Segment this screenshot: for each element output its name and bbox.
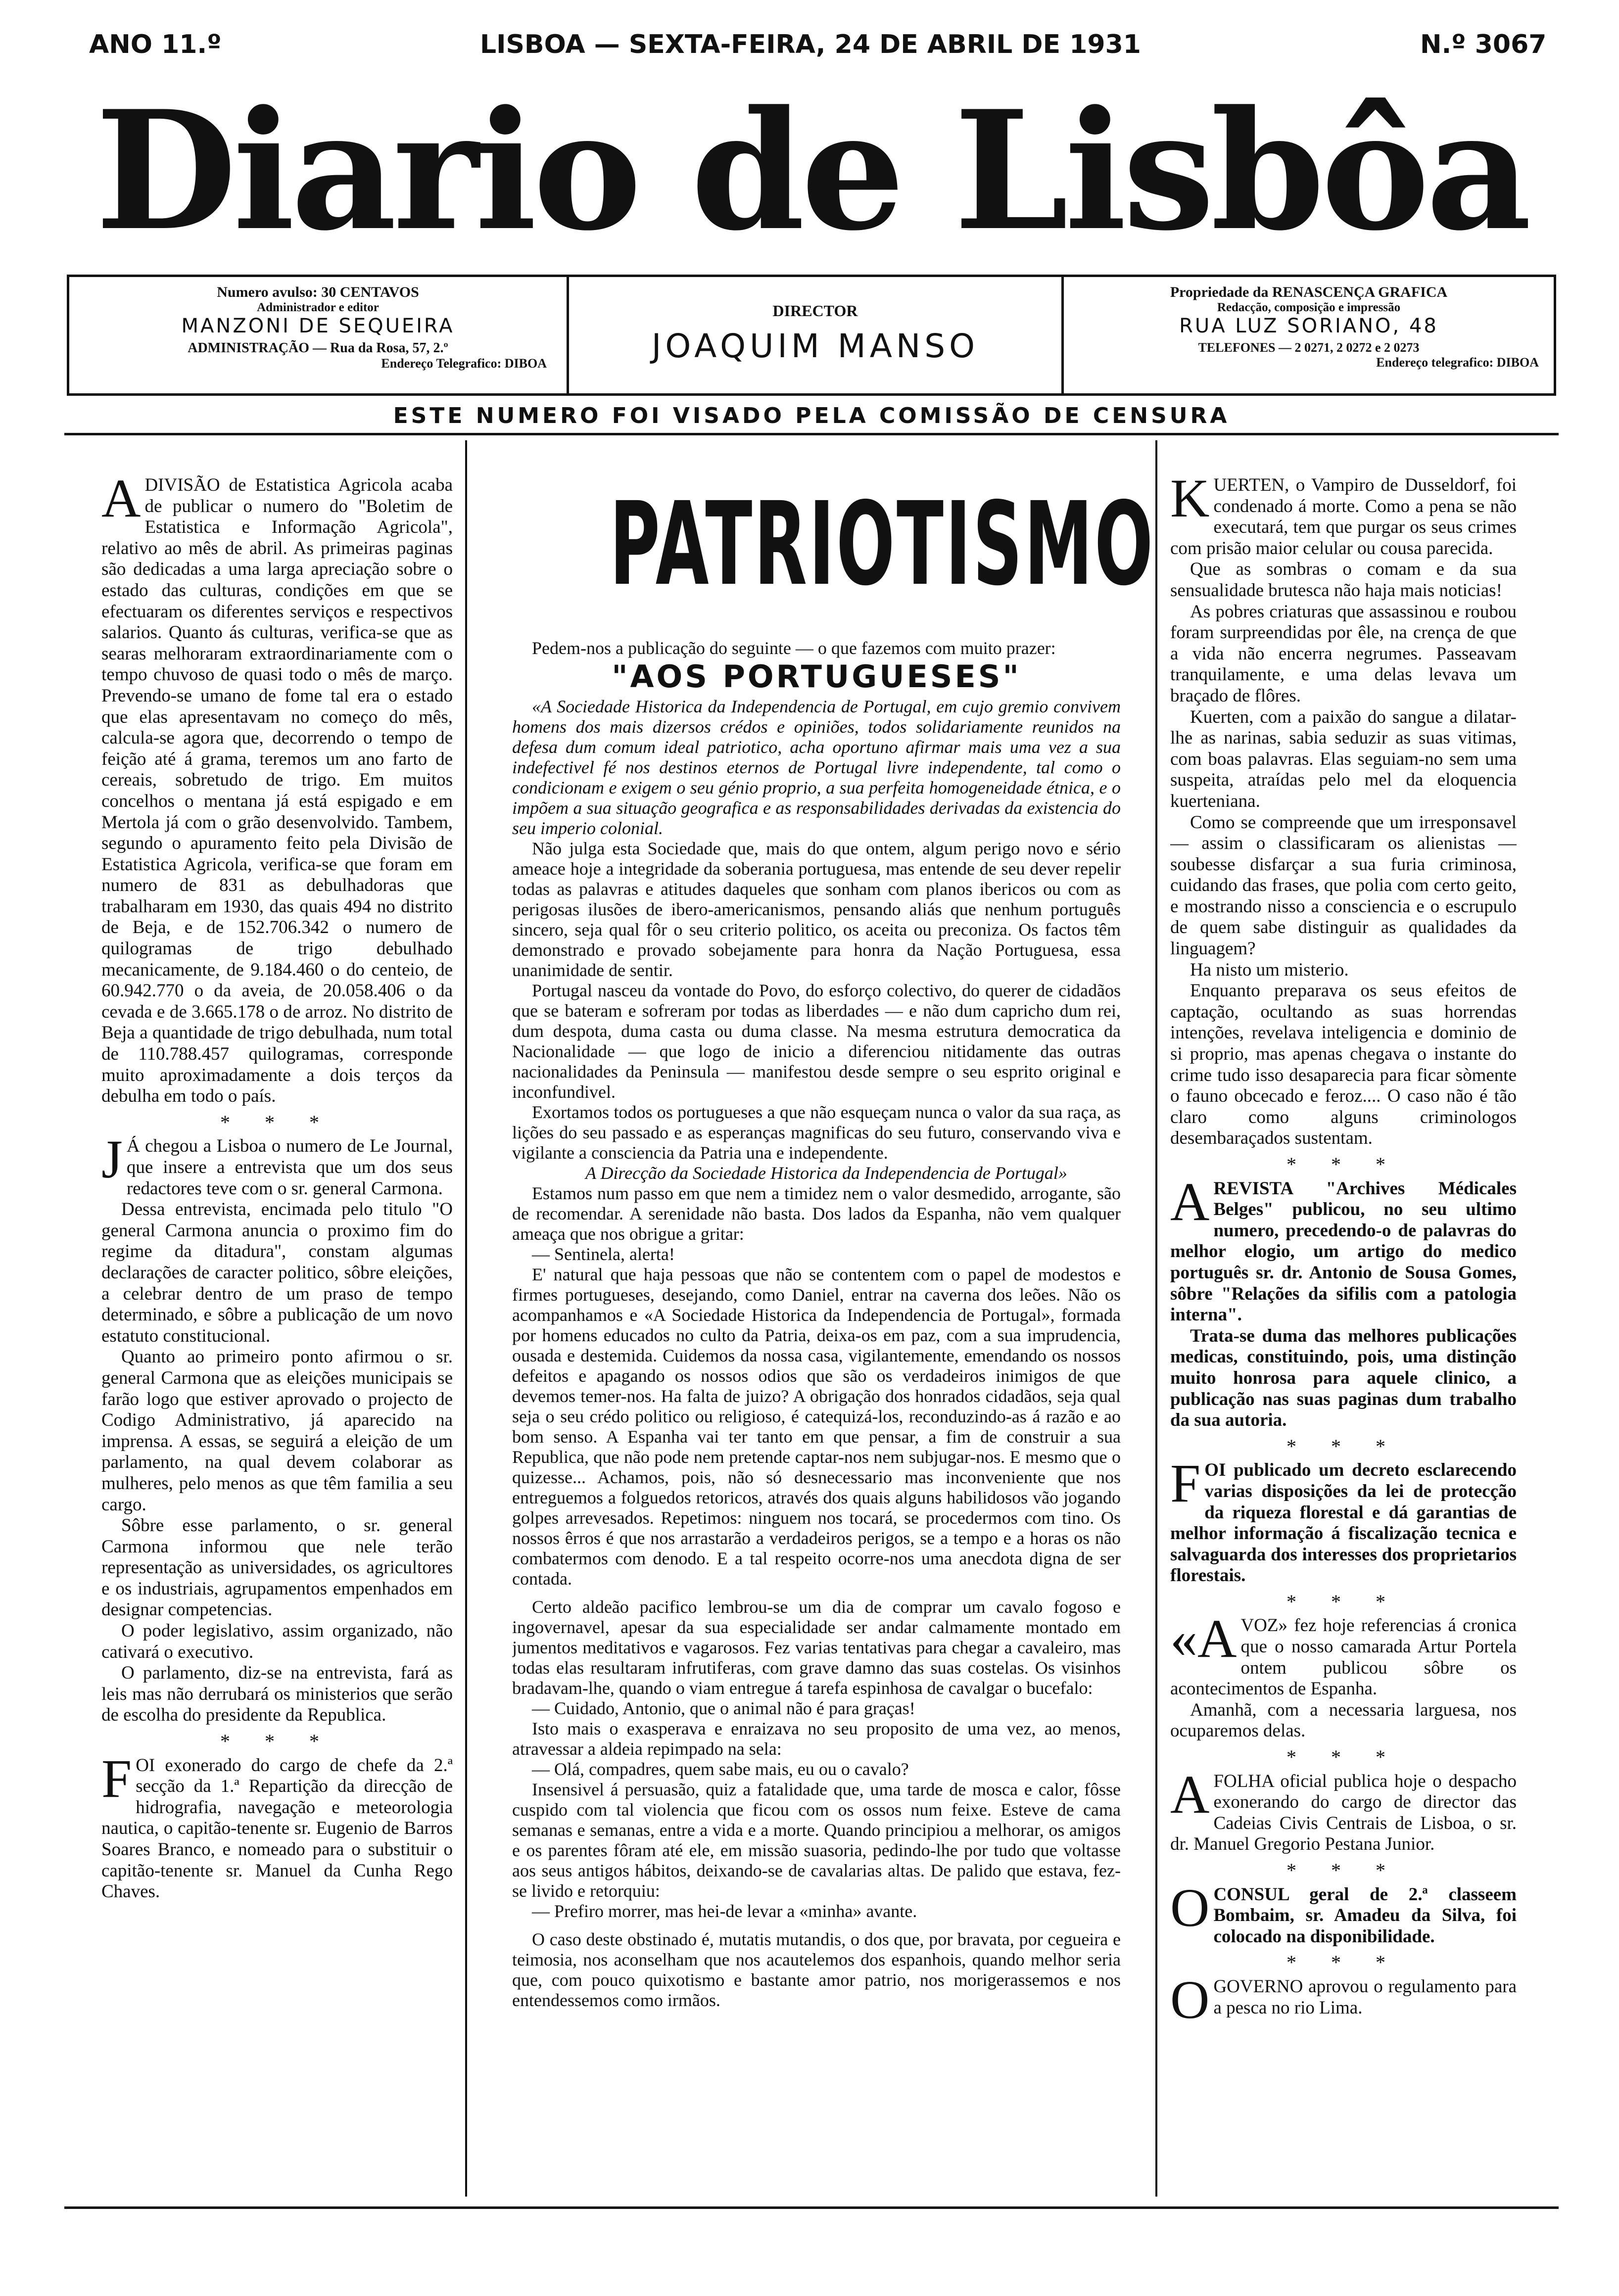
column-rule-left bbox=[465, 440, 467, 2197]
year-label: ANO 11.º bbox=[89, 30, 222, 59]
paragraph: Estamos num passo em que nem a timidez nem o valor desmedido, arrogante, são de recomendar. A serenidade não basta. Dos lados da Espanha, não vem qualquer ameaça que nos obrigue a gritar: bbox=[512, 1183, 1121, 1244]
article-folha-oficial bbox=[1170, 1764, 1517, 1855]
telegraph-address: Endereço Telegrafico: DIBOA bbox=[381, 356, 547, 371]
administrator-name: MANZONI DE SEQUEIRA bbox=[181, 315, 455, 337]
paragraph: As pobres criaturas que assassinou e roubou foram surpreendidas por êle, na crença de que a vida não encerra negrumes. Passeavam tranquilamente, e uma delas levava um braçado de flôres. bbox=[1170, 601, 1517, 706]
editorial-address: RUA LUZ SORIANO, 48 bbox=[1179, 315, 1438, 337]
section-separator: * * * bbox=[1286, 1859, 1400, 1881]
article-pesca-rio-lima bbox=[1170, 1969, 1517, 2030]
paragraph: Amanhã, com a necessaria larguesa, nos ocuparemos delas. bbox=[1170, 1699, 1517, 1741]
article-carmona-interview bbox=[101, 1129, 453, 1199]
article-text: VOZ» fez hoje referencias á cronica que o nosso camarada Artur Portela ontem publicou sôbre os acontecimentos de Espanha. bbox=[1170, 1615, 1517, 1699]
article-consul-bombaim bbox=[1170, 1877, 1517, 1948]
telephones: TELEFONES — 2 0271, 2 0272 e 2 0273 bbox=[1198, 340, 1420, 355]
article-forestry-decree bbox=[1170, 1453, 1517, 1587]
article-kuerten bbox=[1170, 475, 1517, 559]
dropcap: J bbox=[101, 1129, 123, 1190]
paragraph: Exortamos todos os portugueses a que não esqueçam nunca o valor da sua raça, as lições do seu passado e as esperanças magnificas do seu futuro, conservando viva e vigilante a consciencia da Patria una e independente. bbox=[512, 1102, 1121, 1163]
right-column bbox=[1170, 475, 1517, 2202]
telegraph-address-right: Endereço telegrafico: DIBOA bbox=[1376, 355, 1539, 370]
paragraph: Certo aldeão pacifico lembrou-se um dia de comprar um cavalo fogoso e ingovernavel, apesar da sua especialidade ser andar calmamente montado em jumentos meditativos e vagarosos. Fez varias tentativas para chegar a cavaleiro, mas todas elas resultaram infrutiferas, com grave damno das suas costelas. Os visinhos bradavam-lhe, quando o viam entregue á tarefa espinhosa de cavalgar o bucefalo: bbox=[512, 1597, 1121, 1698]
dropcap: F bbox=[1170, 1453, 1201, 1514]
info-middle bbox=[569, 277, 1064, 393]
paragraph: Sôbre esse parlamento, o sr. general Carmona informou que nele terão representação as universidades, os agricultores e os industriais, agrupamentos empenhados em designar competencias. bbox=[101, 1515, 453, 1620]
dropcap: O bbox=[1170, 1877, 1210, 1938]
article-text: REVISTA "Archives Médicales Belges" publicou, no seu ultimo numero, precedendo-o de palavras do melhor elogio, um artigo do medico português sr. dr. Antonio de Sousa Gomes, sôbre "Relações da sifilis com a patologia interna". bbox=[1170, 1178, 1517, 1325]
article-agricultural-statistics bbox=[101, 475, 453, 1107]
dateline: LISBOA — SEXTA-FEIRA, 24 DE ABRIL DE 1931 bbox=[480, 30, 1141, 59]
editorial-label: Redacção, composição e impressão bbox=[1217, 301, 1401, 314]
article-archives-medicales bbox=[1170, 1171, 1517, 1326]
dropcap: A bbox=[101, 475, 141, 528]
paragraph: — Olá, compadres, quem sabe mais, eu ou o cavalo? bbox=[532, 1759, 909, 1779]
article-text: GOVERNO aprovou o regulamento para a pesca no rio Lima. bbox=[1213, 1976, 1517, 2018]
paragraph: Ha nisto um misterio. bbox=[1190, 959, 1349, 980]
article-text: CONSUL geral de 2.ª classeem Bombaim, sr. Amadeu da Silva, foi colocado na disponibilidade. bbox=[1213, 1884, 1517, 1947]
paragraph: O caso deste obstinado é, mutatis mutandis, o dos que, por bravata, por cegueira e teimosia, nos aconselham que nos acautelemos dos espanhois, quando melhor seria que, com pouco quixotismo e bastante amor patrio, nos morigerassemos e nos entendessemos como irmãos. bbox=[512, 1929, 1121, 2010]
dropcap: A bbox=[1170, 1764, 1210, 1825]
paragraph: — Sentinela, alerta! bbox=[532, 1244, 675, 1264]
paragraph: Que as sombras o comam e da sua sensualidade brutesca não haja mais noticias! bbox=[1170, 559, 1517, 601]
article-text: Á chegou a Lisboa o numero de Le Journal, que insere a entrevista que um dos seus redactores teve com o sr. general Carmona. bbox=[126, 1136, 453, 1199]
paragraph: Isto mais o exasperava e enraizava no seu proposito de uma vez, ao menos, atravessar a aldeia repimpado na sela: bbox=[512, 1719, 1121, 1759]
article-text: FOLHA oficial publica hoje o despacho exonerando do cargo de director das Cadeias Civis Centrais de Lisboa, o sr. dr. Manuel Gregorio Pestana Junior. bbox=[1170, 1771, 1517, 1855]
paragraph: «A Sociedade Historica da Independencia de Portugal, em cujo gremio convivem homens dos mais dizersos crédos e opiniões, todos solidariamente reunidos na defesa dum comum ideal patriotico, acha oportuno afirmar mais uma vez a sua indefectivel fé nos destinos eternos de Portugal livre independente, tal como o condicionam e exigem o seu génio proprio, a sua perfeita homogeneidade étnica, e o impõem a sua situação geografica e as responsabilidades derivadas da existencia do seu imperio colonial. bbox=[512, 697, 1121, 838]
administration-address: ADMINISTRAÇÃO — Rua da Rosa, 57, 2.º bbox=[188, 340, 448, 356]
article-text: OI exonerado do cargo de chefe da 2.ª secção da 1.ª Repartição da direcção de hidrografia, navegação e meteorologia nautica, o capitão-tenente sr. Eugenio de Barros Soares Branco, e nomeado para o substituir o capitão-tenente sr. Manuel da Cunha Rego Chaves. bbox=[101, 1755, 453, 1902]
dropcap: «A bbox=[1170, 1608, 1237, 1669]
owner-line: Propriedade da RENASCENÇA GRAFICA bbox=[1170, 284, 1448, 300]
signature: A Direcção da Sociedade Historica da Independencia de Portugal» bbox=[585, 1163, 1067, 1183]
info-right bbox=[1064, 277, 1554, 393]
top-rule bbox=[64, 433, 1559, 435]
section-separator: * * * bbox=[1286, 1435, 1400, 1457]
dropcap: O bbox=[1170, 1969, 1210, 2030]
paragraph: — Prefiro morrer, mas hei-de levar a «minha» avante. bbox=[532, 1901, 917, 1921]
paragraph: E' natural que haja pessoas que não se contentem com o papel de modestos e firmes portugueses, desejando, como Daniel, entrar na caverna dos leões. Não os acompanhamos e «A Sociedade Historica da Independencia de Portugal», formada por homens educados no culto da Patria, deixa-os em paz, com a sua imprudencia, ousada e destemida. Cuidemos da nossa casa, vigilantemente, emendando os nossos defeitos e apagando os nossos odios que são os verdadeiros inimigos de que devemos temer-nos. Ha falta de juizo? A obrigação dos honrados cidadãos, seja qual seja o seu crédo politico ou religioso, é catequizá-los, reconduzindo-as á razão e ao bom senso. A Espanha vai ter tanto em que pensar, a fim de construir a sua Republica, que não pode nem pretende captar-nos nem subjugar-nos. E mesmo que o quizesse... Achamos, pois, não só desnecessario mas inconveniente que nos entreguemos a folguedos retoricos, através dos quais alguns habilidosos vão jogando golpes arrevesados. Repetimos: ninguem nos tocará, se procedermos com tino. Os nossos êrros é que nos arrastarão a verdadeiros perigos, se a tempo e a horas os não combatermos com denodo. E a tal respeito ocorre-nos uma anecdota digna de ser contada. bbox=[512, 1265, 1121, 1589]
article-text: OI publicado um decreto esclarecendo varias disposições da lei de protecção da riqueza florestal e dá garantias de melhor informação á fiscalização tecnica e salvaguarda dos interesses dos proprietarios florestais. bbox=[1170, 1460, 1517, 1586]
paragraph: Dessa entrevista, encimada pelo titulo "O general Carmona anuncia o proximo fim do regime da ditadura", constam algumas declarações de caracter politico, sôbre eleições, a celebrar dentro de um praso de tempo determinado, e sôbre a publicação de um novo estatuto constitucional. bbox=[101, 1199, 453, 1346]
paragraph: Como se compreende que um irresponsavel — assim o classificaram os alienistas — soubesse disfarçar a sua furia criminosa, cuidando das frases, que polia com certo geito, e mostrando nisso a consciencia e o escrupulo de quem sabe distinguir as qualidades da linguagem? bbox=[1170, 812, 1517, 959]
dropcap: K bbox=[1170, 475, 1210, 528]
paragraph: Quanto ao primeiro ponto afirmou o sr. general Carmona que as eleições municipais se farão logo que estiver aprovado o projecto de Codigo Administrativo, já aparecido na imprensa. A essas, se seguirá a eleição de um parlamento, na qual devem colaborar as mulheres, pelo menos as que têm familia a seu cargo. bbox=[101, 1347, 453, 1515]
issue-number: N.º 3067 bbox=[1420, 30, 1547, 59]
publication-info-box bbox=[67, 275, 1556, 396]
price-line: Numero avulso: 30 CENTAVOS bbox=[217, 284, 419, 300]
section-separator: * * * bbox=[1286, 1590, 1400, 1613]
masthead-title: Diario de Lisbôa bbox=[95, 75, 1528, 267]
paragraph: Portugal nasceu da vontade do Povo, do esforço colectivo, do querer de cidadãos que se bateram e sofreram por todas as liberdades — e não dum capricho dum rei, dum despota, duma casta ou duma classe. Na mesma estrutura democratica da Nacionalidade — que logo de inicio a diferenciou nitidamente das outras nacionalidades da Peninsula — manifestou desde sempre o seu esprito original e inconfundivel. bbox=[512, 981, 1121, 1102]
administrator-label: Administrador e editor bbox=[257, 301, 379, 314]
dropcap: F bbox=[101, 1748, 132, 1809]
paragraph: Enquanto preparava os seus efeitos de captação, ocultando as suas horrendas intenções, revelava inteligencia e dominio de si proprio, mas apenas chegava o instante do crime tudo isso desaparecia para ficar sòmente o fauno obcecado e feroz.... O caso não é tão claro como alguns criminologos desembaraçados sustentam. bbox=[1170, 981, 1517, 1149]
column-rule-right bbox=[1155, 440, 1157, 2197]
section-separator: * * * bbox=[220, 1730, 334, 1753]
bottom-rule bbox=[64, 2206, 1559, 2209]
article-hydrography-appointment bbox=[101, 1748, 453, 1903]
article-a-voz bbox=[1170, 1608, 1517, 1699]
dateline-bar bbox=[64, 25, 1559, 69]
paragraph: O poder legislativo, assim organizado, não cativará o executivo. bbox=[101, 1621, 453, 1662]
article-text: UERTEN, o Vampiro de Dusseldorf, foi condenado á morte. Como a pena se não executará, tem que purgar os seus crimes com prisão maior celular ou cousa parecida. bbox=[1170, 475, 1517, 559]
intro-paragraph: Pedem-nos a publicação do seguinte — o que fazemos com muito prazer: bbox=[532, 638, 1056, 658]
left-column bbox=[101, 475, 453, 2202]
paragraph: — Cuidado, Antonio, que o animal não é para graças! bbox=[532, 1698, 915, 1718]
paragraph: Insensivel á persuasão, quiz a fatalidade que, uma tarde de mosca e calor, fôsse cuspido com tal violencia que ficou com os ossos num feixe. Esteve de cama semanas e semanas, entre a vida e a morte. Quando principiou a melhorar, os amigos e os parentes fôram até ele, em missão suasoria, pedindo-lhe por tudo que voltasse aos seus antigos hábitos, deixando-se de cavalarias altas. De palido que estava, fez-se livido e retorquiu: bbox=[512, 1780, 1121, 1901]
censorship-notice: ESTE NUMERO FOI VISADO PELA COMISSÃO DE CENSURA bbox=[393, 403, 1230, 428]
section-separator: * * * bbox=[1286, 1746, 1400, 1769]
article-text: DIVISÃO de Estatistica Agricola acaba de publicar o numero do "Boletim de Estatistica e Informação Agricola", relativo ao mês de abril. As primeiras paginas são dedicadas a uma larga apreciação sobre o estado das culturas, condições em que se efectuaram os diferentes serviços e respectivos salarios. Quanto ás culturas, verifica-se que as searas melhoraram extraordinariamente com o tempo chuvoso de quasi todo o mês de março. Prevendo-se umano de fome tal era o estado que elas apresentavam no começo do mês, calcula-se agora que, decorrendo o tempo de feição até á grama, teremos um ano farto de cereais, sobretudo de trigo. Em muitos concelhos o mentana já está espigado e em Mertola já com o grão desenvolvido. Tambem, segundo o apuramento feito pela Divisão de Estatistica Agricola, verifica-se que foram em numero de 831 as debulhadoras que trabalharam em 1930, das quais 494 no distrito de Beja, e de 152.706.342 o numero de quilogramas de trigo debulhado mecanicamente, de 9.184.460 o do centeio, de 60.942.770 o da aveia, de 20.058.406 o da cevada e de 3.665.178 o de arroz. No distrito de Beja a quantidade de trigo debulhada, num total de 110.788.457 quilogramas, corresponde muito aproximadamente a dois terços da debulha em todo o país. bbox=[101, 475, 453, 1107]
director-label: DIRECTOR bbox=[772, 302, 858, 320]
headline-patriotismo: PATRIOTISMO bbox=[610, 477, 1155, 611]
paragraph: Não julga esta Sociedade que, mais do que ontem, algum perigo novo e sério ameace hoje a integridade da soberania portuguesa, mas entende de seu dever repelir todas as palavras e atitudes daqueles que sonham com planos ibericos ou com as perigosas ilusões de ibero-americanismos, pensando aliás que nenhum português sincero, seja qual fôr o seu criterio politico, os aceita ou preconiza. Os factos têm demonstrado e provado sobejamente para honra da Nação Portuguesa, essa unanimidade de sentir. bbox=[512, 839, 1121, 980]
middle-column bbox=[512, 638, 1121, 2202]
section-separator: * * * bbox=[1286, 1951, 1400, 1974]
section-separator: * * * bbox=[1286, 1153, 1400, 1175]
director-name: JOAQUIM MANSO bbox=[651, 327, 979, 365]
paragraph: Kuerten, com a paixão do sangue a dilatar-lhe as narinas, sabia seduzir as suas vitimas, com boas palavras. Elas seguiam-no sem uma suspeita, atraídas pelo mel da eloquencia kuerteniana. bbox=[1170, 706, 1517, 811]
section-separator: * * * bbox=[220, 1111, 334, 1133]
subheadline: "AOS PORTUGUESES" bbox=[612, 658, 1021, 695]
info-left bbox=[69, 277, 569, 393]
paragraph: Trata-se duma das melhores publicações medicas, constituindo, pois, uma distinção muito honrosa para aquele clinico, a publicação nas suas paginas dum trabalho da sua autoria. bbox=[1170, 1325, 1517, 1431]
dropcap: A bbox=[1170, 1171, 1210, 1232]
paragraph: O parlamento, diz-se na entrevista, fará as leis mas não derrubará os ministerios que serão de escolha do presidente da Republica. bbox=[101, 1663, 453, 1726]
